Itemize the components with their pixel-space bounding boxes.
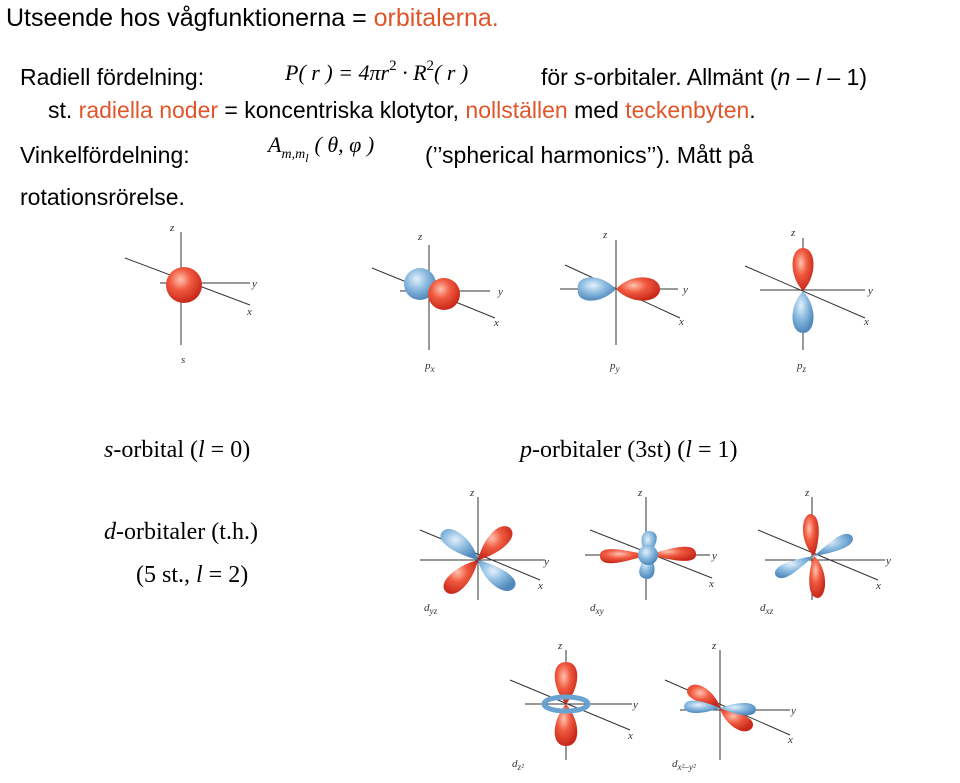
axis-z-label: z: [170, 222, 175, 234]
axis-z-label: z: [470, 487, 475, 499]
nodes-red2: nollställen: [465, 97, 568, 123]
px-orbital: [372, 245, 495, 350]
axis-x-label: x: [628, 730, 633, 742]
caption-s-c: = 0): [204, 437, 251, 463]
formula-a-subl: l: [305, 151, 309, 165]
axis-z-label: z: [558, 640, 563, 652]
axis-y-label: y: [498, 286, 503, 298]
dyz-orbital: [420, 497, 545, 600]
caption-p-b: -orbitaler (3st) (: [532, 437, 686, 463]
py-orbital: [560, 240, 680, 345]
axis-x-label: x: [788, 734, 793, 746]
label-dz2-main: d: [512, 758, 518, 770]
axis-z-label: z: [638, 487, 643, 499]
axis-y-label: y: [886, 555, 891, 567]
axis-y-label: y: [252, 278, 257, 290]
axis-z-label: z: [805, 487, 810, 499]
label-py-main: p: [610, 360, 616, 372]
axis-x-label: x: [247, 306, 252, 318]
py-lobe-blue: [578, 277, 616, 300]
caption-p-a: p: [520, 437, 532, 463]
caption-s-l: l: [197, 437, 205, 463]
dz2-orbital: [510, 650, 632, 760]
label-px-main: p: [425, 360, 431, 372]
caption-s: [104, 437, 250, 464]
axis-z-label: z: [791, 227, 796, 239]
label-dz2: [512, 758, 524, 772]
label-px-sub: x: [430, 364, 435, 375]
label-s: s: [181, 354, 186, 366]
caption-d2-a: (5 st.,: [136, 562, 196, 588]
caption-d2-l: l: [196, 562, 203, 588]
formula-args: ( θ, φ ): [314, 132, 375, 157]
label-dz2-sub: z²: [517, 762, 524, 773]
label-pz: [797, 360, 806, 374]
formula-end: ( r ): [434, 60, 469, 85]
label-dxy-main: d: [590, 602, 596, 614]
dxz-orbital: [758, 497, 885, 600]
label-dxy: [590, 602, 604, 616]
caption-d: [104, 519, 258, 546]
label-dyz-main: d: [424, 602, 430, 614]
radial-text-dash: –: [790, 64, 816, 90]
dx2y2-orbital: [665, 650, 790, 760]
label-dx2y2: [672, 758, 696, 772]
label-py: [610, 360, 620, 374]
radial-label: Radiell fördelning:: [20, 64, 205, 90]
axis-x-label: x: [876, 580, 881, 592]
radial-text-c: – 1): [820, 64, 868, 90]
caption-s-a: s: [104, 437, 114, 463]
radial-text-n: n: [777, 64, 791, 90]
label-pz-sub: z: [802, 364, 807, 375]
rotation-text: rotationsrörelse.: [20, 184, 185, 210]
nodes-mid: = koncentriska klotytor,: [218, 97, 466, 123]
dxy-orbital: [585, 497, 712, 600]
formula-exp2: 2: [426, 58, 435, 74]
s-orbital: [125, 232, 250, 345]
caption-d2: [136, 562, 248, 589]
formula-a-sub: m,m: [281, 147, 306, 162]
nodes-prefix: st.: [48, 97, 79, 123]
axis-y-label: y: [683, 284, 688, 296]
label-dxz-sub: xz: [765, 606, 774, 617]
label-dx2y2-sub: x²–y²: [677, 762, 696, 773]
radial-text-b: -orbitaler. Allmänt (: [585, 64, 778, 90]
label-dxy-sub: xy: [595, 606, 604, 617]
px-lobe-red: [428, 278, 460, 310]
pz-lobe-blue: [792, 291, 813, 333]
pz-orbital: [745, 238, 865, 350]
radial-text-l: l: [815, 64, 821, 90]
angular-label: Vinkelfördelning:: [20, 142, 190, 168]
axis-y-label: y: [791, 705, 796, 717]
s-sphere: [166, 267, 202, 303]
caption-p-c: = 1): [691, 437, 738, 463]
nodes-red3: teckenbyten: [625, 97, 750, 123]
axis-z-label: z: [603, 229, 608, 241]
caption-s-b: -orbital (: [113, 437, 198, 463]
radial-text-a: för: [541, 64, 575, 90]
axis-y-label: y: [544, 556, 549, 568]
radial-text-s: s: [574, 64, 586, 90]
formula-p: P( r ) = 4πr: [285, 60, 390, 85]
axis-z-label: z: [418, 231, 423, 243]
axis-x-label: x: [864, 316, 869, 328]
caption-d-a: d: [104, 519, 116, 545]
axis-x-label: x: [709, 578, 714, 590]
label-py-sub: y: [615, 364, 620, 375]
axis-x-label: x: [538, 580, 543, 592]
axis-x-label: x: [679, 316, 684, 328]
label-dx2y2-main: d: [672, 758, 678, 770]
nodes-mid2: med: [567, 97, 626, 123]
label-dyz: [424, 602, 437, 616]
axis-y-label: y: [868, 285, 873, 297]
nodes-suffix: .: [749, 97, 756, 123]
axis-y-label: y: [712, 550, 717, 562]
label-dxz: [760, 602, 773, 616]
title-highlight: orbitalerna.: [373, 4, 499, 32]
label-dxz-main: d: [760, 602, 766, 614]
caption-d-b: -orbitaler (t.h.): [116, 519, 258, 545]
formula-dot: · R: [396, 60, 427, 85]
axis-x-label: x: [494, 317, 499, 329]
py-lobe-red: [616, 277, 660, 300]
label-px: [425, 360, 435, 374]
angular-text: (’’spherical harmonics’’). Mått på: [425, 142, 754, 168]
axis-z-label: z: [712, 640, 717, 652]
formula-exp: 2: [389, 58, 397, 74]
caption-p-l: l: [685, 437, 692, 463]
title-prefix: Utseende hos vågfunktionerna =: [6, 4, 374, 32]
formula-a: A: [268, 132, 282, 157]
axis-y-label: y: [633, 699, 638, 711]
label-pz-main: p: [797, 360, 803, 372]
caption-d2-c: = 2): [202, 562, 249, 588]
nodes-red1: radiella noder: [78, 97, 219, 123]
label-dyz-sub: yz: [429, 606, 438, 617]
caption-p: [520, 437, 737, 464]
pz-lobe-red: [792, 248, 813, 291]
